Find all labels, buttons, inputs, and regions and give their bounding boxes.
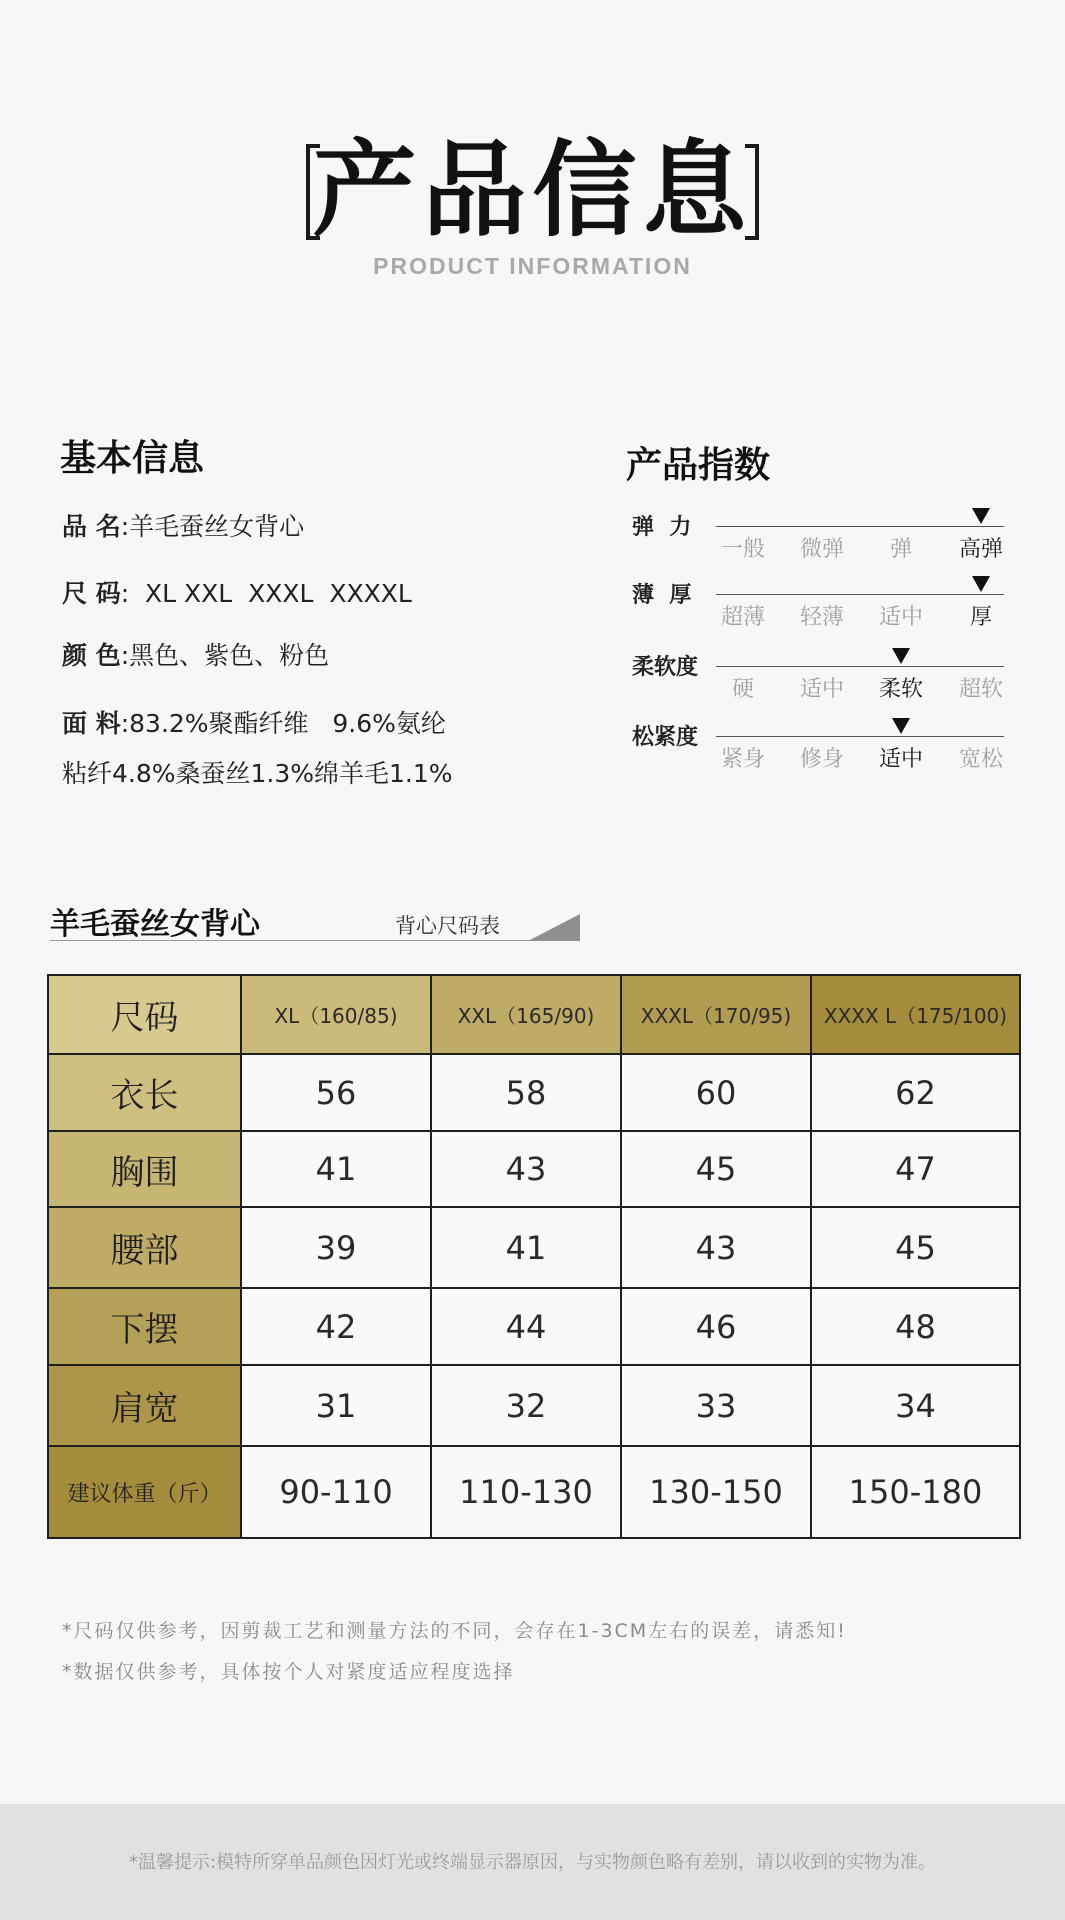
size-table-cell: 150-180 bbox=[811, 1446, 1020, 1538]
size-table-cell: 90-110 bbox=[241, 1446, 431, 1538]
info-value-size: : XL XXL XXXL XXXXL bbox=[120, 579, 412, 608]
size-table-row-header: 肩宽 bbox=[48, 1365, 241, 1446]
index-marker-icon bbox=[892, 718, 910, 734]
size-table-corner: 尺码 bbox=[48, 975, 241, 1054]
size-table-cell: 39 bbox=[241, 1207, 431, 1288]
info-label-size: 尺 码 bbox=[62, 579, 121, 608]
index-option: 宽松 bbox=[958, 747, 1003, 772]
index-scale-line bbox=[716, 526, 1004, 527]
info-value-fabric: :83.2%聚酯纤维 9.6%氨纶 bbox=[120, 709, 446, 738]
index-label: 柔软度 bbox=[632, 655, 699, 680]
info-value-fabric-2: 粘纤4.8%桑蚕丝1.3%绵羊毛1.1% bbox=[62, 759, 453, 788]
size-table-cell: 62 bbox=[811, 1054, 1020, 1131]
size-table-cell: 60 bbox=[621, 1054, 811, 1131]
footer-tip: *温馨提示:模特所穿单品颜色因灯光或终端显示器原因，与实物颜色略有差别，请以收到的实物为准。 bbox=[128, 1852, 937, 1873]
size-table bbox=[47, 974, 1021, 1539]
page-title: 产品信息 bbox=[312, 129, 753, 251]
footer-bar bbox=[0, 1804, 1065, 1920]
info-value-color: :黑色、紫色、粉色 bbox=[120, 641, 330, 670]
size-table-cell: 56 bbox=[241, 1054, 431, 1131]
indices-heading: 产品指数 bbox=[626, 445, 771, 486]
table-row bbox=[48, 1365, 1020, 1446]
index-option: 弹 bbox=[889, 537, 912, 562]
index-scale-line bbox=[716, 736, 1004, 737]
index-marker-icon bbox=[972, 508, 990, 524]
size-chart-subtitle: 背心尺码表 bbox=[395, 914, 500, 938]
index-scale-line bbox=[716, 594, 1004, 595]
size-table-cell: 41 bbox=[241, 1131, 431, 1207]
size-table-column-header: XXXL（170/95) bbox=[621, 975, 811, 1054]
index-option: 厚 bbox=[969, 605, 992, 630]
info-row-size bbox=[62, 574, 412, 610]
size-chart-rule bbox=[50, 940, 580, 941]
index-label: 弹 力 bbox=[632, 515, 692, 540]
page-subtitle: PRODUCT INFORMATION bbox=[373, 253, 692, 279]
size-table-row-header: 胸围 bbox=[48, 1131, 241, 1207]
basic-info-heading: 基本信息 bbox=[60, 438, 205, 479]
info-label-name: 品 名 bbox=[62, 512, 121, 541]
size-table-cell: 42 bbox=[241, 1288, 431, 1365]
size-table-cell: 31 bbox=[241, 1365, 431, 1446]
index-option: 高弹 bbox=[958, 537, 1003, 562]
size-table-cell: 43 bbox=[431, 1131, 621, 1207]
size-table-row-header: 下摆 bbox=[48, 1288, 241, 1365]
index-option: 一般 bbox=[720, 537, 765, 562]
table-row bbox=[48, 1288, 1020, 1365]
size-chart-triangle-icon bbox=[528, 914, 580, 941]
size-table-cell: 45 bbox=[621, 1131, 811, 1207]
info-label-fabric: 面 料 bbox=[62, 709, 121, 738]
info-row-color bbox=[62, 636, 329, 672]
note-line-2: *数据仅供参考，具体按个人对紧度适应程度选择 bbox=[62, 1661, 515, 1683]
index-option: 适中 bbox=[878, 605, 923, 630]
size-table-column-header: XL（160/85) bbox=[241, 975, 431, 1054]
index-option: 超薄 bbox=[720, 605, 765, 630]
index-label: 薄 厚 bbox=[632, 583, 692, 608]
size-table-column-header: XXL（165/90) bbox=[431, 975, 621, 1054]
size-table-row-header: 衣长 bbox=[48, 1054, 241, 1131]
info-value-name: :羊毛蚕丝女背心 bbox=[120, 512, 305, 541]
size-table-cell: 58 bbox=[431, 1054, 621, 1131]
info-row-fabric bbox=[62, 704, 446, 740]
info-row-name bbox=[62, 507, 304, 543]
size-table-cell: 41 bbox=[431, 1207, 621, 1288]
note-line-1: *尺码仅供参考，因剪裁工艺和测量方法的不同，会存在1-3CM左右的误差，请悉知! bbox=[62, 1620, 847, 1642]
index-scale-line bbox=[716, 666, 1004, 667]
size-table-cell: 130-150 bbox=[621, 1446, 811, 1538]
index-option: 超软 bbox=[958, 677, 1003, 702]
index-option: 微弹 bbox=[799, 537, 844, 562]
size-table-cell: 43 bbox=[621, 1207, 811, 1288]
index-marker-icon bbox=[972, 576, 990, 592]
index-label: 松紧度 bbox=[632, 725, 699, 750]
size-chart-product-name: 羊毛蚕丝女背心 bbox=[50, 907, 260, 942]
size-table-cell: 46 bbox=[621, 1288, 811, 1365]
index-option: 适中 bbox=[799, 677, 844, 702]
size-table-cell: 34 bbox=[811, 1365, 1020, 1446]
table-row bbox=[48, 1131, 1020, 1207]
index-option: 硬 bbox=[731, 677, 754, 702]
index-option: 适中 bbox=[878, 747, 923, 772]
size-table-cell: 47 bbox=[811, 1131, 1020, 1207]
table-row bbox=[48, 1054, 1020, 1131]
info-label-color: 颜 色 bbox=[62, 641, 121, 670]
index-option: 柔软 bbox=[878, 677, 923, 702]
index-option: 紧身 bbox=[720, 747, 765, 772]
size-table-cell: 33 bbox=[621, 1365, 811, 1446]
index-option: 轻薄 bbox=[799, 605, 844, 630]
size-table-cell: 48 bbox=[811, 1288, 1020, 1365]
index-marker-icon bbox=[892, 648, 910, 664]
size-table-row-header: 建议体重（斤） bbox=[48, 1446, 241, 1538]
table-row bbox=[48, 1446, 1020, 1538]
size-table-cell: 32 bbox=[431, 1365, 621, 1446]
index-option: 修身 bbox=[799, 747, 844, 772]
size-table-row-header: 腰部 bbox=[48, 1207, 241, 1288]
size-table-header-row bbox=[48, 975, 1020, 1054]
table-row bbox=[48, 1207, 1020, 1288]
size-table-column-header: XXXX L（175/100) bbox=[811, 975, 1020, 1054]
size-table-cell: 45 bbox=[811, 1207, 1020, 1288]
size-table-cell: 44 bbox=[431, 1288, 621, 1365]
size-table-cell: 110-130 bbox=[431, 1446, 621, 1538]
